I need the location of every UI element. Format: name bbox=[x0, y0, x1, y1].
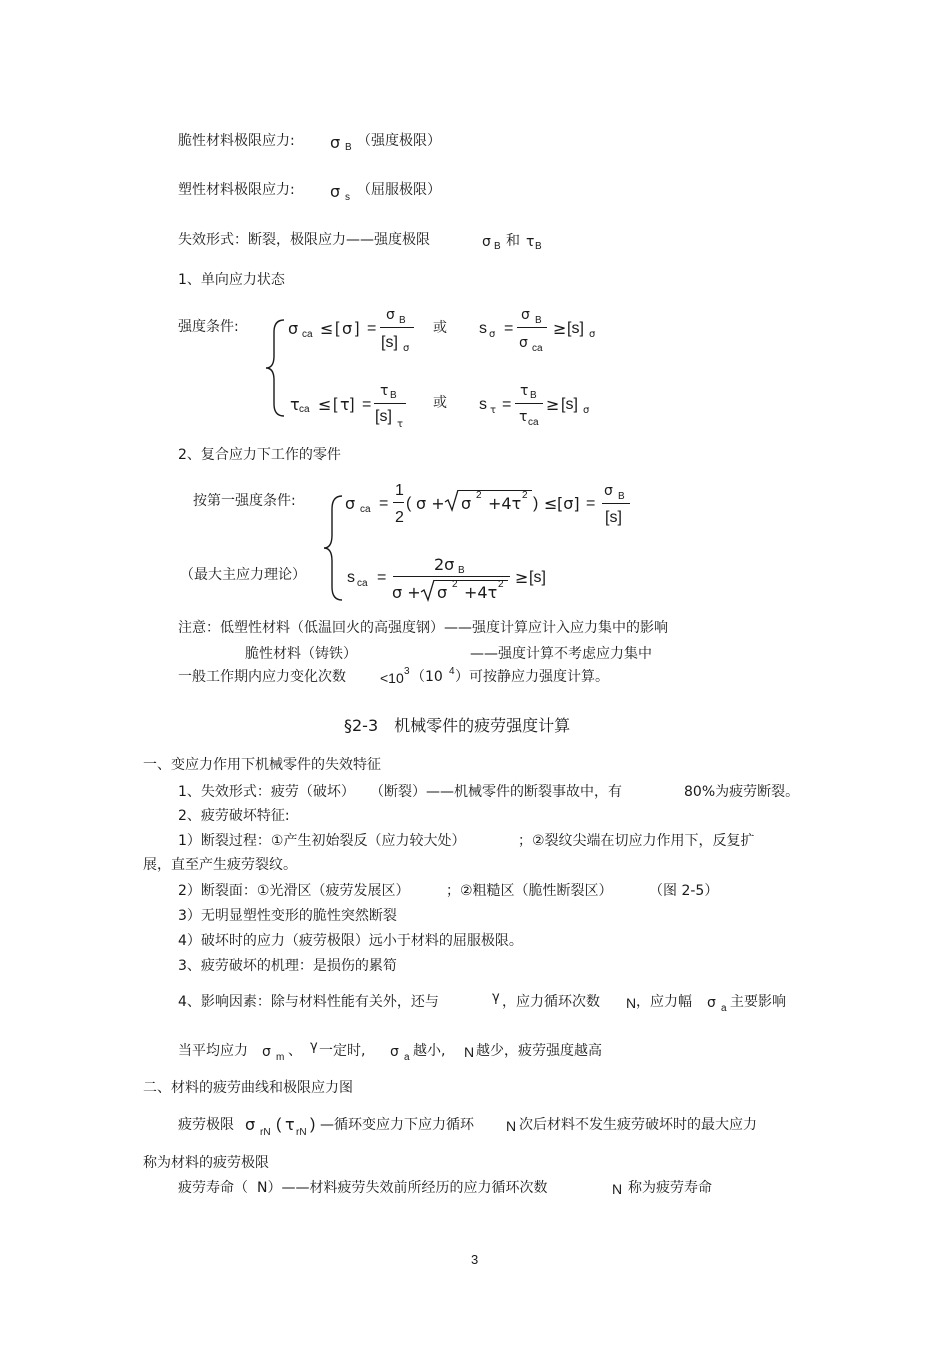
exponent: 2 bbox=[498, 579, 504, 590]
bracket-right: ] bbox=[350, 396, 355, 413]
tau-subscript: τ bbox=[397, 419, 404, 430]
s-bracket: [s] bbox=[561, 396, 578, 413]
note-line-3a: 一般工作期内应力变化次数 bbox=[178, 669, 346, 685]
subscript-rn: rN bbox=[296, 1127, 307, 1138]
le-sign: ≤ bbox=[320, 319, 334, 338]
strength-condition-label: 强度条件: bbox=[178, 319, 239, 335]
equals-sign: = bbox=[379, 495, 389, 512]
equals-sign: = bbox=[362, 396, 372, 413]
brittle-limit-note: （强度极限） bbox=[357, 133, 441, 149]
exponent: 2 bbox=[522, 490, 528, 501]
subscript: B bbox=[535, 241, 542, 252]
paren-left: ( bbox=[276, 1116, 282, 1133]
fraction-denominator: 2 bbox=[395, 509, 404, 526]
subscript-b: B bbox=[530, 390, 537, 401]
four-tau: +4τ bbox=[464, 583, 498, 602]
item2-1c: 展，直至产生疲劳裂纹。 bbox=[143, 857, 297, 873]
two-sigma: 2σ bbox=[434, 555, 455, 574]
subscript: B bbox=[345, 142, 352, 153]
paren-left: ( bbox=[406, 495, 412, 512]
item3: 3、疲劳破坏的机理：是损伤的累筍 bbox=[178, 958, 397, 974]
sigma-bracket: [σ] bbox=[557, 494, 580, 513]
sigma-symbol: σ bbox=[386, 307, 395, 323]
note-line-2b: ——强度计算不考虑应力集中 bbox=[470, 646, 652, 662]
subscript-m: m bbox=[276, 1052, 285, 1063]
subscript-b: B bbox=[458, 565, 465, 576]
sigma-symbol: σ bbox=[461, 494, 472, 513]
subscript-b: B bbox=[390, 390, 397, 401]
tau-symbol: τ bbox=[340, 395, 350, 414]
subscript-ca: ca bbox=[357, 578, 368, 589]
sigma-symbol: σ bbox=[345, 494, 356, 513]
subscript-b: B bbox=[399, 315, 406, 326]
sqrt-icon bbox=[420, 579, 436, 601]
gamma-symbol: γ bbox=[310, 1039, 318, 1054]
item2-2b: ；②粗糙区（脆性断裂区） bbox=[446, 883, 613, 899]
note-line-2a: 脆性材料（铸铁） bbox=[245, 646, 357, 662]
sigma-symbol: σ bbox=[330, 182, 341, 201]
ge-sign: ≥ bbox=[546, 395, 560, 414]
sigma-subscript: σ bbox=[489, 329, 496, 340]
le-sign: ≤ bbox=[544, 494, 558, 513]
sigma-plus: σ + bbox=[416, 494, 445, 513]
sigma-symbol: σ bbox=[342, 319, 353, 338]
tau-subscript: τ bbox=[490, 405, 497, 416]
mean-stress-b: 一定时, bbox=[319, 1043, 366, 1059]
or-word: 或 bbox=[433, 395, 447, 411]
left-brace-icon bbox=[264, 318, 288, 418]
item4d: 主要影响 bbox=[730, 994, 786, 1010]
part2-heading: 二、材料的疲劳曲线和极限应力图 bbox=[143, 1080, 353, 1096]
equals-sign: = bbox=[502, 396, 512, 413]
fatigue-life-a: 疲劳寿命（ bbox=[178, 1180, 248, 1196]
sigma-symbol: σ bbox=[288, 319, 299, 338]
sigma-symbol: σ bbox=[604, 483, 613, 499]
sigma-symbol: σ bbox=[437, 583, 448, 602]
subscript-b: B bbox=[535, 315, 542, 326]
subscript-a: a bbox=[404, 1052, 410, 1063]
item1c: 80%为疲劳断裂。 bbox=[684, 784, 800, 800]
s-letter: s bbox=[479, 396, 487, 413]
item2-4: 4）破坏时的应力（疲劳极限）远小于材料的屈服极限。 bbox=[178, 933, 523, 949]
item4a: 4、影响因素：除与材料性能有关外，还与 bbox=[178, 994, 439, 1010]
exponent: 2 bbox=[476, 490, 482, 501]
fatigue-limit-c: 次后材料不发生疲劳破坏时的最大应力 bbox=[519, 1117, 757, 1133]
paren-ten: （10 bbox=[411, 669, 443, 685]
fatigue-limit-b: —循环变应力下应力循环 bbox=[320, 1117, 474, 1133]
sigma-symbol: σ bbox=[330, 133, 341, 152]
subscript-ca: ca bbox=[532, 343, 543, 354]
fatigue-life-b: 称为疲劳寿命 bbox=[628, 1180, 712, 1196]
sigma-symbol: σ bbox=[521, 307, 530, 323]
item2: 2、疲劳破坏特征: bbox=[178, 808, 290, 824]
n-symbol: N bbox=[506, 1118, 517, 1134]
exponent: 2 bbox=[452, 579, 458, 590]
fraction-numerator: 1 bbox=[395, 482, 404, 499]
section-heading-combined: 2、复合应力下工作的零件 bbox=[178, 447, 341, 463]
tau-symbol: τ bbox=[526, 234, 535, 250]
sqrt-icon bbox=[444, 489, 460, 511]
bracket-right: ] bbox=[355, 320, 360, 337]
s-bracket: [s] bbox=[529, 569, 546, 586]
sigma-symbol: σ bbox=[482, 234, 491, 250]
item4b: ，应力循环次数 bbox=[502, 994, 600, 1010]
first-strength-label: 按第一强度条件: bbox=[193, 493, 296, 509]
ge-sign: ≥ bbox=[515, 568, 529, 587]
tau-symbol: τ bbox=[519, 409, 528, 425]
item1b: （断裂）——机械零件的断裂事故中，有 bbox=[370, 784, 622, 800]
fatigue-life-n: N）——材料疲劳失效前所经历的应力循环次数 bbox=[257, 1180, 548, 1196]
subscript-a: a bbox=[721, 1003, 727, 1014]
sigma-subscript: σ bbox=[583, 405, 590, 416]
exponent-3: 3 bbox=[404, 666, 410, 677]
subscript-rn: rN bbox=[260, 1127, 271, 1138]
equals-sign: = bbox=[586, 495, 596, 512]
less-than-ten: <10 bbox=[380, 670, 404, 686]
subscript-ca: ca bbox=[360, 504, 371, 515]
bracket-left: [ bbox=[335, 320, 340, 337]
equals-sign: = bbox=[504, 320, 514, 337]
n-symbol: N bbox=[626, 995, 637, 1011]
sigma-symbol: σ bbox=[707, 995, 716, 1011]
fatigue-limit-d: 称为材料的疲劳极限 bbox=[143, 1155, 269, 1171]
fatigue-limit-label: 疲劳极限 bbox=[178, 1117, 234, 1133]
sigma-symbol: σ bbox=[245, 1115, 256, 1134]
mean-stress-c: 越小, bbox=[413, 1043, 446, 1059]
s-bracket: [s] bbox=[381, 334, 398, 351]
sigma-plus: σ + bbox=[392, 583, 421, 602]
subscript: s bbox=[345, 192, 350, 203]
equals-sign: = bbox=[377, 569, 387, 586]
subscript-b: B bbox=[618, 491, 625, 502]
brittle-limit-label: 脆性材料极限应力: bbox=[178, 133, 295, 149]
mean-stress-a: 当平均应力 bbox=[178, 1043, 248, 1059]
n-symbol: N bbox=[612, 1181, 623, 1197]
mean-stress-d: 越少，疲劳强度越高 bbox=[476, 1043, 602, 1059]
item2-1a: 1）断裂过程：①产生初始裂反（应力较大处） bbox=[178, 833, 466, 849]
ge-sign: ≥ bbox=[553, 319, 567, 338]
subscript-ca: ca bbox=[302, 329, 313, 340]
le-sign: ≤ bbox=[318, 395, 332, 414]
section-title: §2-3 机械零件的疲劳强度计算 bbox=[344, 716, 571, 735]
tau-symbol: τ bbox=[380, 383, 389, 399]
note-line-3b: ）可按静应力强度计算。 bbox=[455, 669, 609, 685]
tau-symbol: τ bbox=[520, 383, 529, 399]
sigma-subscript: σ bbox=[589, 329, 596, 340]
item2-3: 3）无明显塑性变形的脆性突然断裂 bbox=[178, 908, 397, 924]
plastic-limit-label: 塑性材料极限应力: bbox=[178, 182, 295, 198]
item1a: 1、失效形式：疲劳（破坏） bbox=[178, 784, 355, 800]
section-heading-uniaxial: 1、单向应力状态 bbox=[178, 272, 285, 288]
gamma-symbol: γ bbox=[492, 990, 500, 1005]
s-bracket: [s] bbox=[567, 320, 584, 337]
subscript-ca: ca bbox=[528, 417, 539, 428]
four-tau: +4τ bbox=[488, 494, 522, 513]
paren-right: ) bbox=[310, 1116, 316, 1133]
item4c: ，应力幅 bbox=[636, 994, 692, 1010]
n-symbol: N bbox=[464, 1044, 475, 1060]
subscript: B bbox=[494, 241, 501, 252]
s-letter: s bbox=[479, 320, 487, 337]
s-bracket: [s] bbox=[605, 509, 622, 526]
failure-form-text: 失效形式：断裂，极限应力——强度极限 bbox=[178, 232, 430, 248]
conjunction-and: 和 bbox=[506, 233, 520, 249]
left-brace-icon bbox=[322, 494, 346, 602]
sigma-symbol: σ bbox=[262, 1044, 271, 1060]
sigma-subscript: σ bbox=[403, 343, 410, 354]
or-word: 或 bbox=[433, 320, 447, 336]
note-line-1: 注意：低塑性材料（低温回火的高强度钢）——强度计算应计入应力集中的影响 bbox=[178, 620, 668, 636]
exponent-4: 4 bbox=[449, 666, 455, 677]
separator: 、 bbox=[288, 1043, 302, 1059]
subscript-ca: ca bbox=[299, 404, 310, 415]
bracket-left: [ bbox=[333, 396, 338, 413]
equals-sign: = bbox=[367, 320, 377, 337]
paren-right: ) bbox=[533, 495, 539, 512]
page-number: 3 bbox=[471, 1252, 479, 1267]
plastic-limit-note: （屈服极限） bbox=[357, 182, 441, 198]
tau-symbol: τ bbox=[285, 1115, 295, 1134]
item2-2a: 2）断裂面：①光滑区（疲劳发展区） bbox=[178, 883, 410, 899]
s-bracket: [s] bbox=[375, 408, 392, 425]
item2-1b: ；②裂纹尖端在切应力作用下，反复扩 bbox=[518, 833, 755, 849]
max-principal-label: （最大主应力理论） bbox=[180, 567, 306, 583]
item2-2c: （图 2-5） bbox=[649, 883, 719, 899]
tau-symbol: τ bbox=[290, 395, 300, 414]
sigma-symbol: σ bbox=[390, 1044, 399, 1060]
part1-heading: 一、变应力作用下机械零件的失效特征 bbox=[143, 757, 381, 773]
sigma-symbol: σ bbox=[519, 335, 528, 351]
s-letter: s bbox=[347, 569, 355, 586]
